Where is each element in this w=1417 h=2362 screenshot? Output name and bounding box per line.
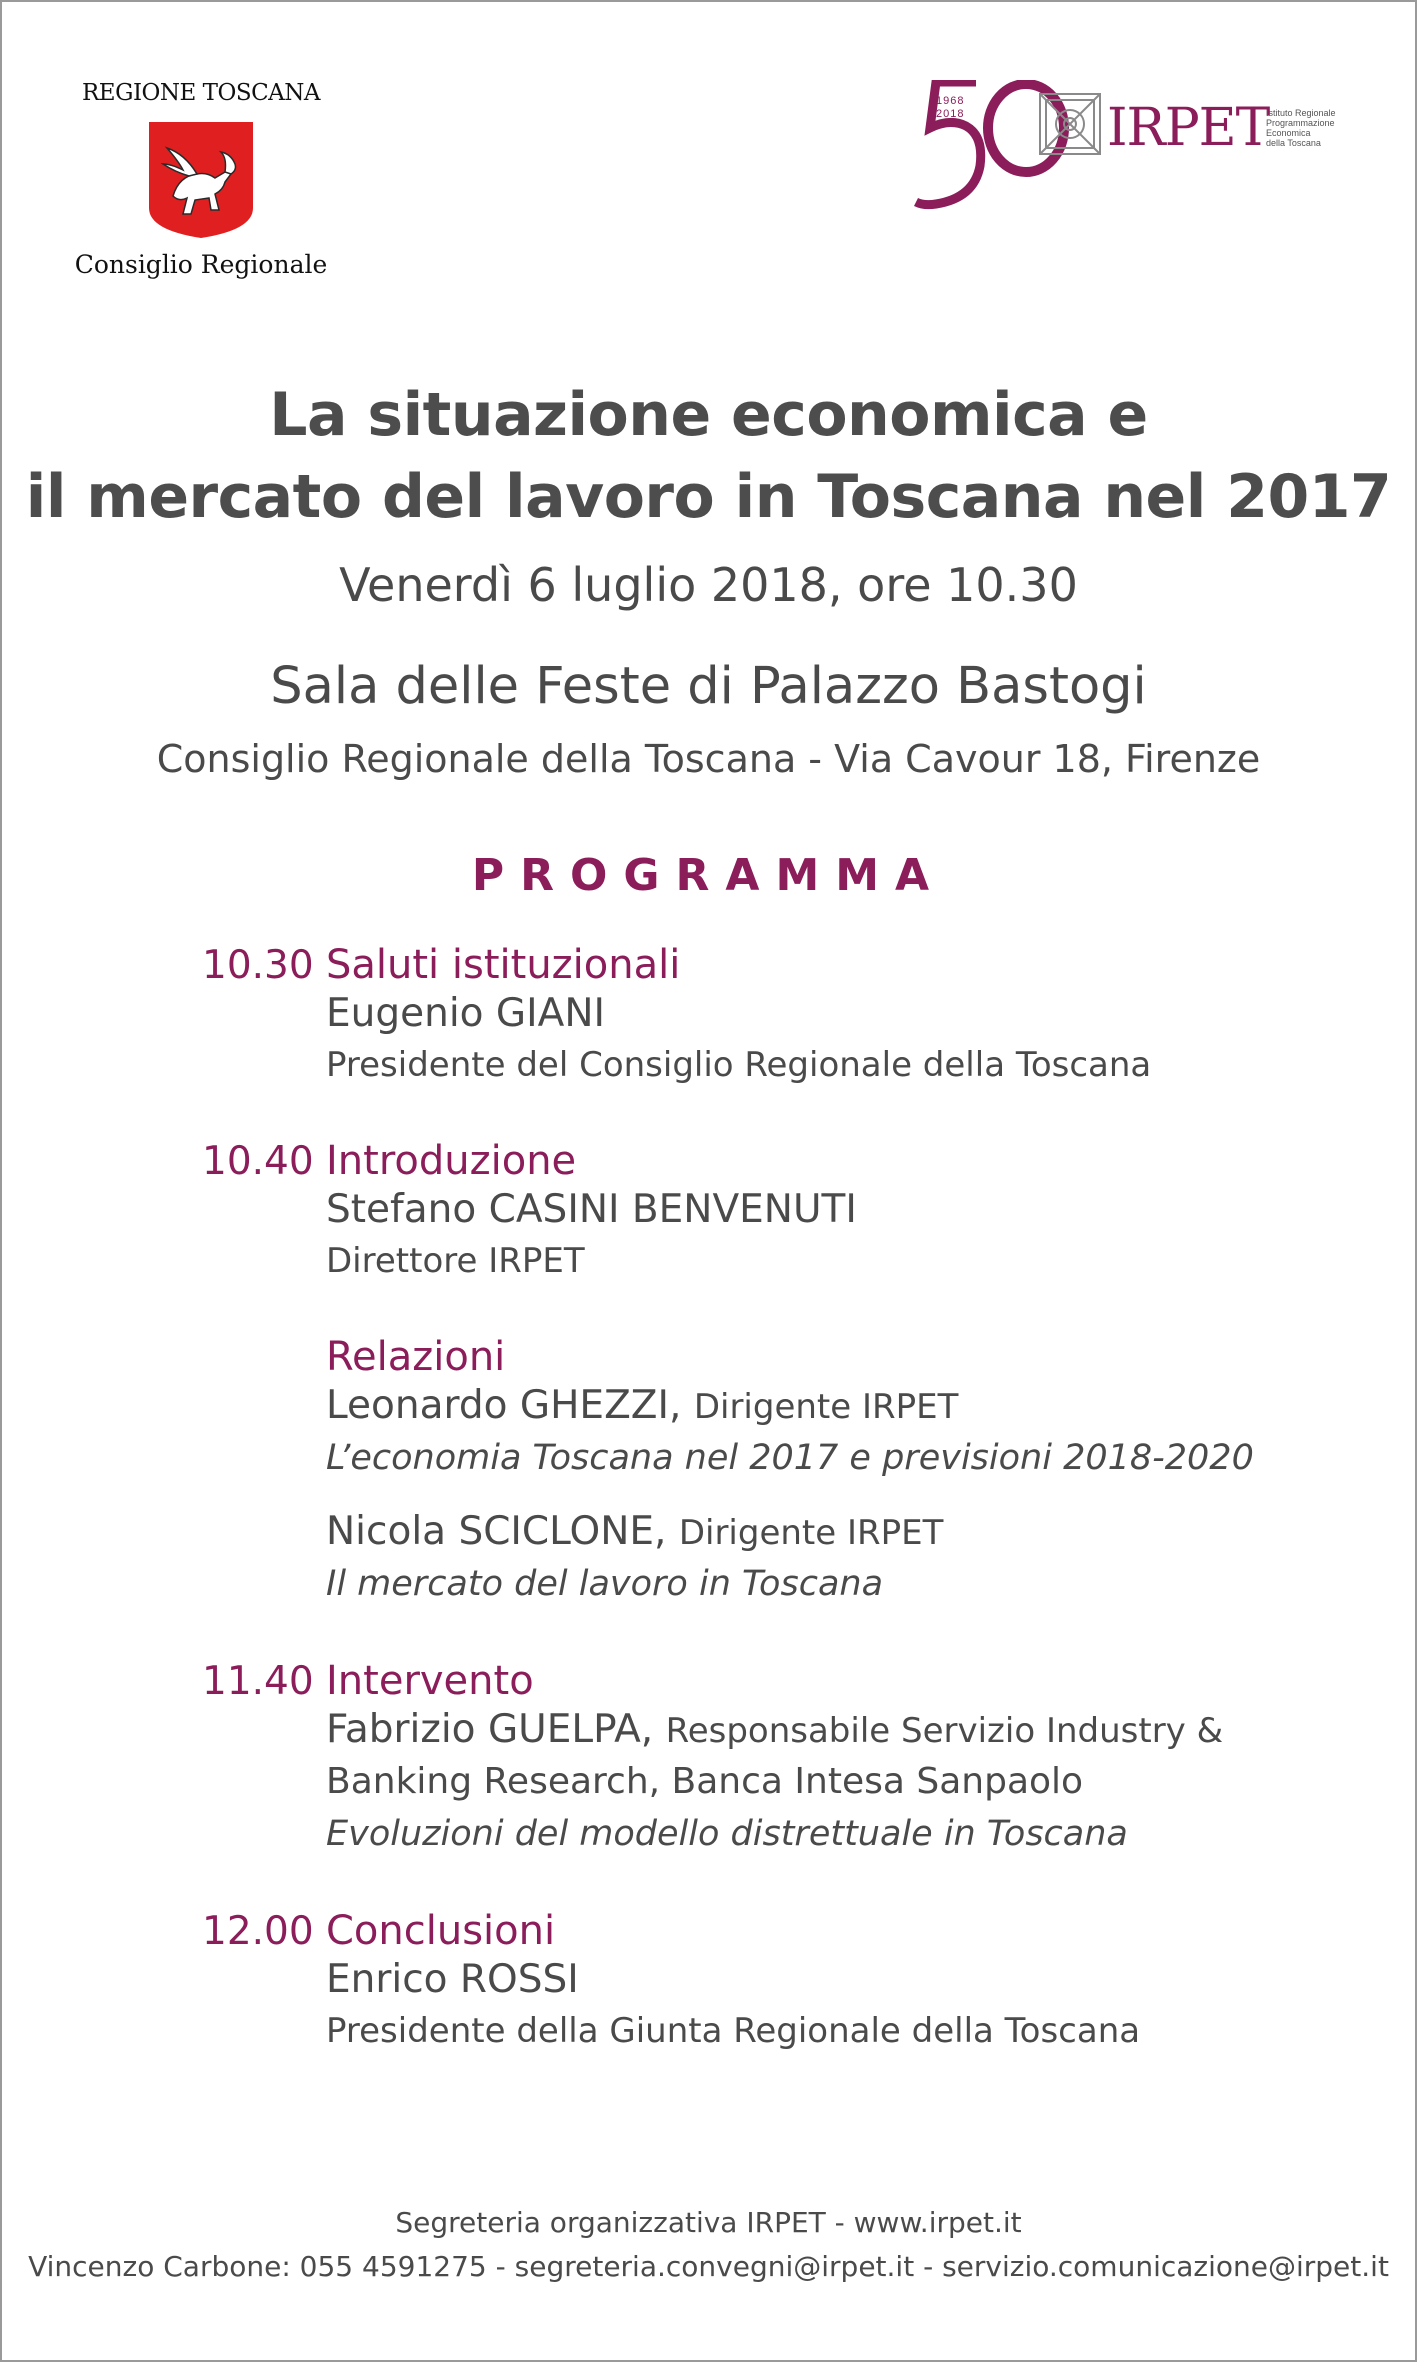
footer-separator: -	[914, 2250, 943, 2283]
event-title	[2, 374, 1415, 538]
programme-item	[202, 1908, 1312, 2056]
programme-item	[202, 1334, 1312, 1610]
speaker-name: Leonardo GHEZZI,	[326, 1383, 682, 1428]
title-line-1: La situazione economica e	[269, 380, 1148, 450]
event-venue: Sala delle Feste di Palazzo Bastogi	[270, 657, 1147, 716]
speaker-role-continued: Banking Research, Banca Intesa Sanpaolo	[326, 1761, 1084, 1802]
irpet-wordmark: IRPET	[1107, 98, 1270, 158]
speaker-role: Presidente della Giunta Regionale della Toscana	[326, 2011, 1141, 2051]
programme-item	[202, 942, 1312, 1090]
anniversary-years: 1968 2018	[936, 95, 965, 120]
talk-title: Il mercato del lavoro in Toscana	[326, 1564, 884, 1604]
footer-label: Segreteria organizzativa IRPET -	[395, 2206, 854, 2239]
item-time: 10.40	[202, 1139, 314, 1184]
item-time: 12.00	[202, 1909, 314, 1954]
talk-title: L’economia Toscana nel 2017 e previsioni 2018-2020	[326, 1438, 1254, 1478]
logo-top-label: REGIONE TOSCANA	[81, 80, 321, 106]
speaker-name: Eugenio GIANI	[326, 991, 605, 1036]
programma-heading: PROGRAMMA	[471, 850, 946, 901]
speaker-line	[326, 1704, 1312, 1756]
speaker-line	[326, 1380, 1312, 1432]
item-heading: Introduzione	[326, 1138, 577, 1184]
speaker-role: Presidente del Consiglio Regionale della Toscana	[326, 1045, 1152, 1085]
irpet-institute-name: Istituto Regionale Programmazione Economica della Toscana	[1266, 108, 1336, 148]
item-heading: Intervento	[326, 1658, 534, 1704]
email-link-convegni[interactable]: segreteria.convegni@irpet.it	[514, 2250, 915, 2283]
title-line-2: il mercato del lavoro in Toscana nel 2017	[25, 462, 1392, 532]
speaker-name: Fabrizio GUELPA,	[326, 1707, 654, 1752]
website-link[interactable]: www.irpet.it	[853, 2206, 1022, 2239]
regione-toscana-logo	[72, 80, 330, 279]
event-date: Venerdì 6 luglio 2018, ore 10.30	[339, 558, 1078, 612]
speaker-line	[326, 1506, 1312, 1558]
item-time: 11.40	[202, 1659, 314, 1704]
item-heading: Relazioni	[326, 1334, 506, 1380]
speaker-role: Dirigente IRPET	[693, 1387, 959, 1427]
item-time: 10.30	[202, 943, 314, 988]
talk-title: Evoluzioni del modello distrettuale in Toscana	[326, 1814, 1128, 1854]
speaker-role: Responsabile Servizio Industry &	[665, 1711, 1224, 1751]
footer-secretariat	[2, 2206, 1415, 2239]
email-link-comunicazione[interactable]: servizio.comunicazione@irpet.it	[942, 2250, 1389, 2283]
speaker-role: Direttore IRPET	[326, 1241, 585, 1281]
pegasus-shield-icon	[145, 118, 257, 242]
footer-contacts	[2, 2250, 1415, 2283]
programme-item	[202, 1658, 1312, 1860]
speaker-role: Dirigente IRPET	[678, 1513, 944, 1553]
speaker-name: Stefano CASINI BENVENUTI	[326, 1187, 857, 1232]
speaker-name: Enrico ROSSI	[326, 1957, 579, 2002]
irpet-50-logo	[914, 80, 1344, 210]
speaker-name: Nicola SCICLONE,	[326, 1509, 667, 1554]
event-address: Consiglio Regionale della Toscana - Via Cavour 18, Firenze	[156, 737, 1261, 781]
logo-bottom-label: Consiglio Regionale	[74, 250, 328, 279]
contact-name-phone: Vincenzo Carbone: 055 4591275 -	[28, 2250, 515, 2283]
programme-list	[202, 942, 1312, 2056]
item-heading: Conclusioni	[326, 1908, 556, 1954]
item-heading: Saluti istituzionali	[326, 942, 681, 988]
programme-item	[202, 1138, 1312, 1286]
